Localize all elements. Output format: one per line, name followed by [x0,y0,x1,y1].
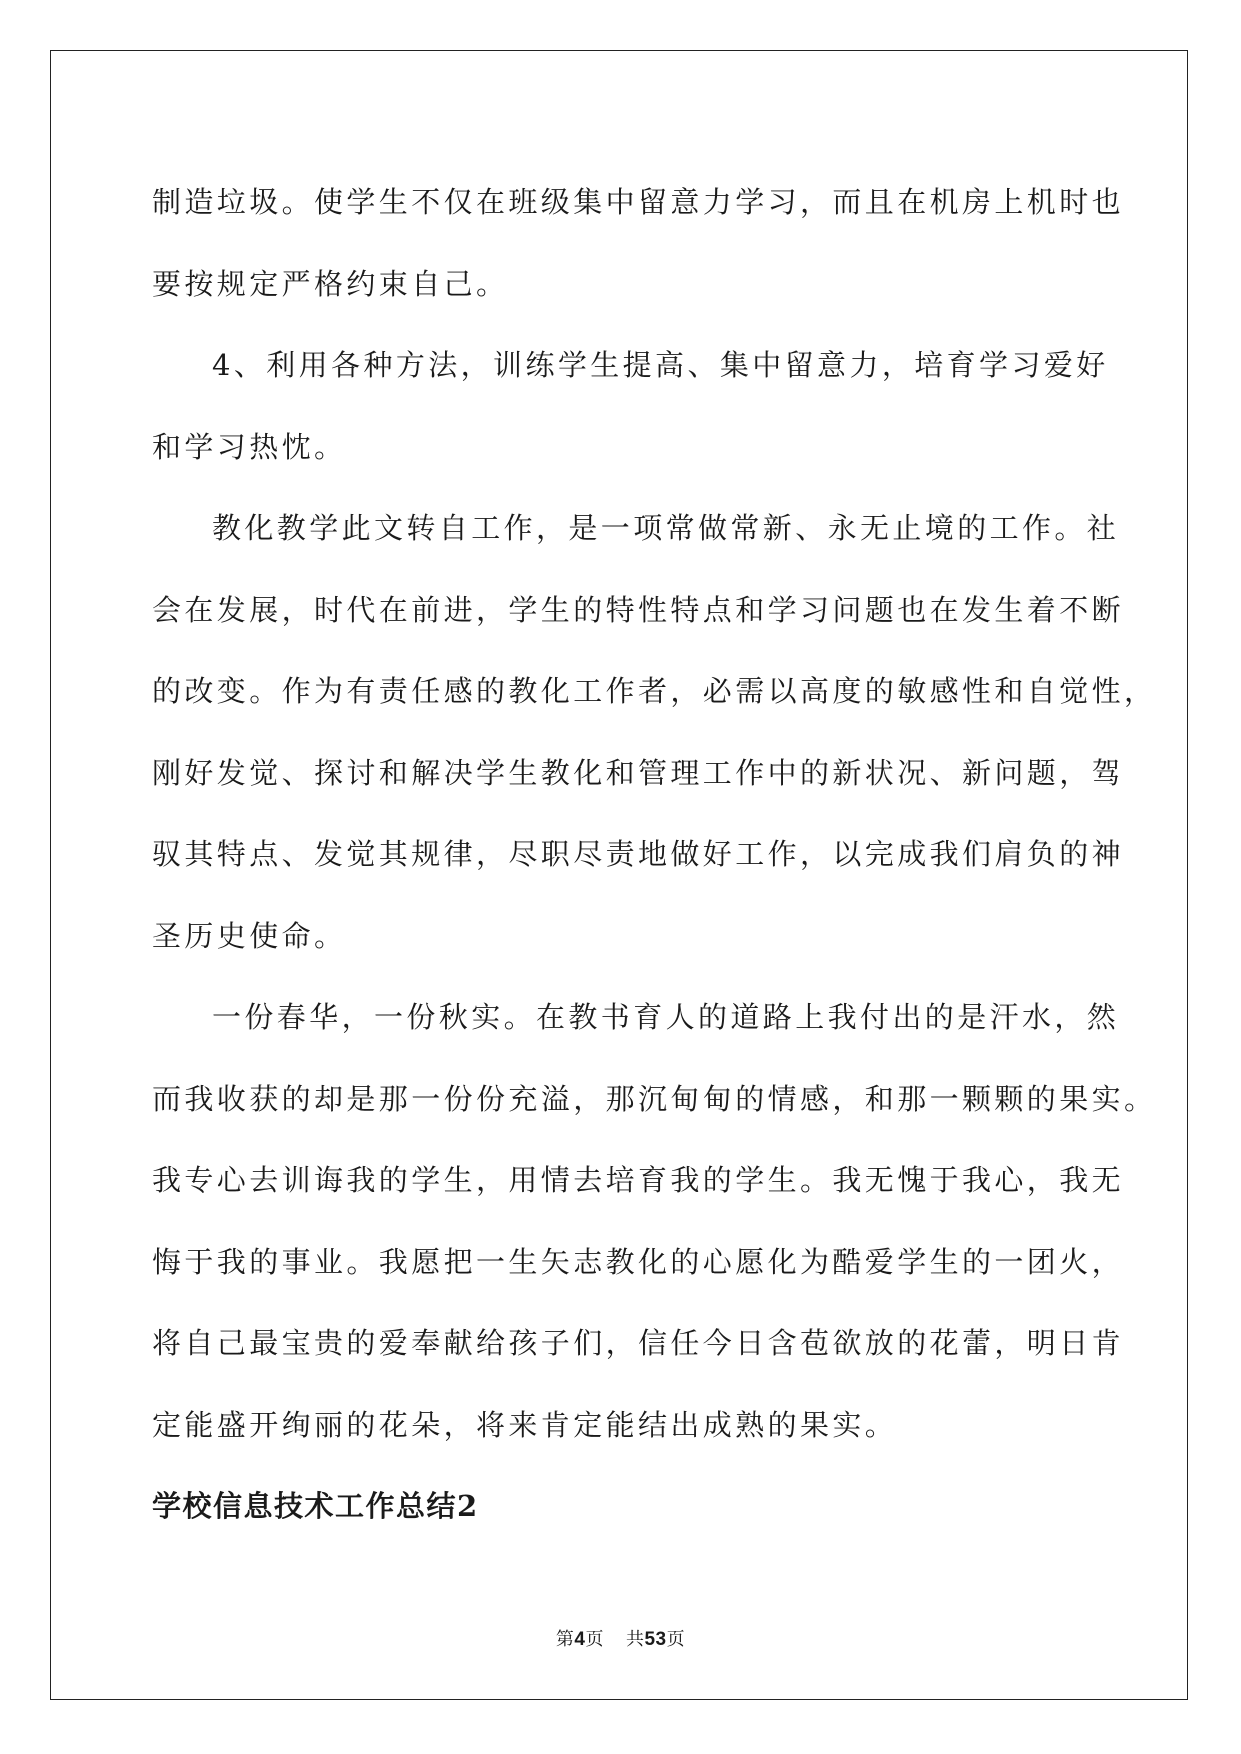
page-footer [0,1625,1241,1651]
footer-page-prefix: 第 [555,1629,575,1650]
footer-total-prefix: 共 [625,1629,645,1650]
paragraph-line: 而我收获的却是那一份份充溢，那沉甸甸的情感，和那一颗颗的果实。 [152,1081,1157,1116]
paragraph-line: 要按规定严格约束自己。 [152,266,509,301]
paragraph-line: 定能盛开绚丽的花朵，将来肯定能结出成熟的果实。 [152,1407,898,1442]
paragraph-line: 制造垃圾。使学生不仅在班级集中留意力学习，而且在机房上机时也 [152,185,1125,219]
paragraph-line: 和学习热忱。 [152,429,347,464]
paragraph-line: 4、利用各种方法，训练学生提高、集中留意力，培育学习爱好 [212,348,1109,382]
footer-page-suffix: 页 [585,1629,604,1650]
paragraph-line: 的改变。作为有责任感的教化工作者，必需以高度的敏感性和自觉性， [152,674,1157,708]
paragraph-line: 教化教学此文转自工作，是一项常做常新、永无止境的工作。社 [212,511,1120,545]
footer-total-pages: 53 [644,1629,667,1650]
paragraph-line: 刚好发觉、探讨和解决学生教化和管理工作中的新状况、新问题，驾 [152,755,1125,790]
paragraph-line: 会在发展，时代在前进，学生的特性特点和学习问题也在发生着不断 [152,592,1125,627]
paragraph-line: 驭其特点、发觉其规律，尽职尽责地做好工作，以完成我们肩负的神 [152,837,1125,871]
footer-page-number: 4 [574,1629,586,1650]
paragraph-line: 一份春华，一份秋实。在教书育人的道路上我付出的是汗水，然 [212,1000,1120,1034]
paragraph-2 [152,325,1109,488]
paragraph-line: 悔于我的事业。我愿把一生矢志教化的心愿化为酷爱学生的一团火， [152,1244,1125,1279]
document-body [152,162,1157,1548]
paragraph-1 [152,162,1125,325]
paragraph-line: 将自己最宝贵的爱奉献给孩子们，信任今日含苞欲放的花蕾，明日肯 [152,1326,1125,1360]
paragraph-line: 我专心去训诲我的学生，用情去培育我的学生。我无愧于我心，我无 [152,1163,1125,1197]
paragraph-line: 圣历史使命。 [152,918,347,953]
paragraph-3 [152,488,1157,977]
footer-total-suffix: 页 [666,1629,686,1650]
paragraph-4 [152,977,1157,1466]
section-heading: 学校信息技术工作总结2 [152,1489,479,1523]
